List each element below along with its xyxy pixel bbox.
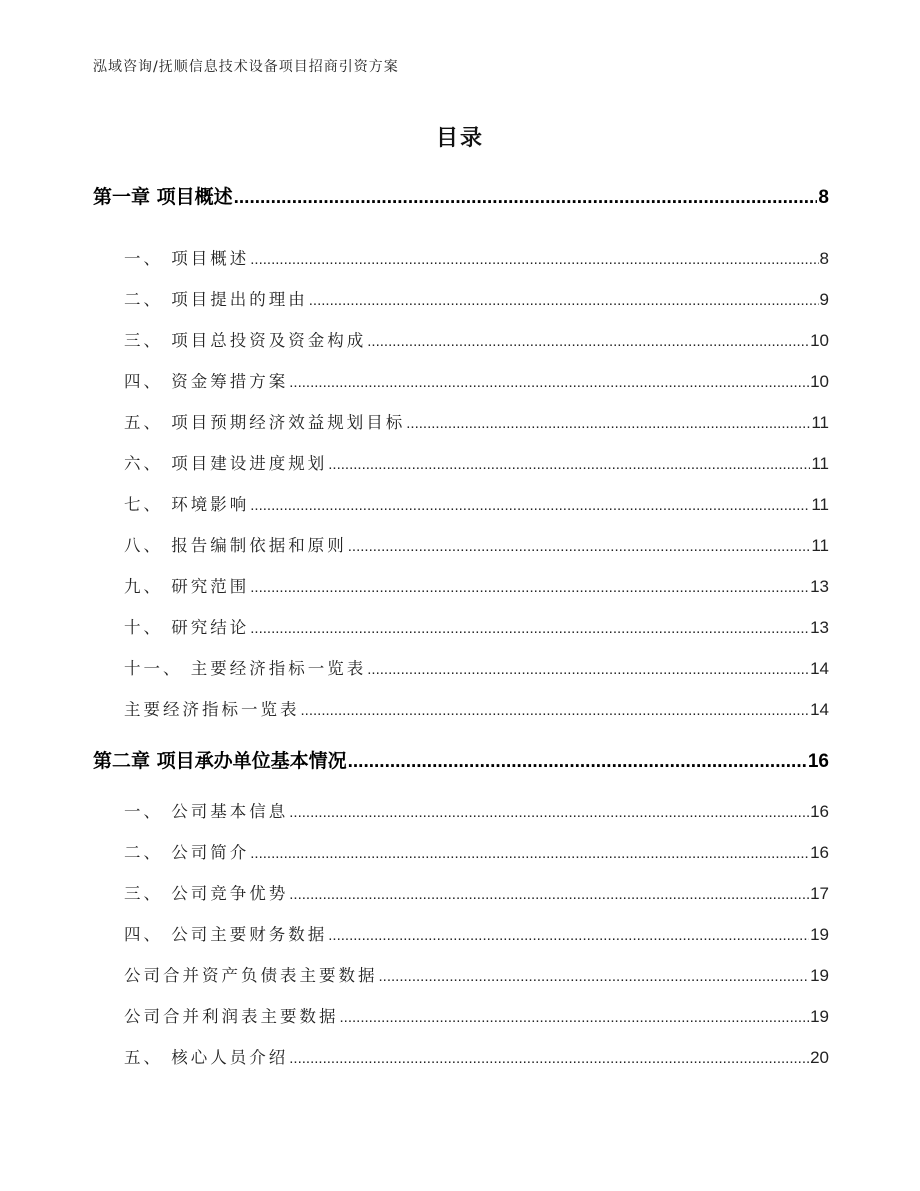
dot-leader [328,456,810,473]
toc-section-entry[interactable] [124,1044,829,1068]
toc-section-entry[interactable] [124,696,829,720]
toc-section-entry[interactable] [124,1003,829,1027]
toc-entry-label: 七、 环境影响 [124,495,250,514]
toc-entry-label: 六、 项目建设进度规划 [124,454,328,473]
dot-leader [250,579,809,596]
toc-section-entry[interactable] [124,880,829,904]
toc-section-entry[interactable] [124,962,829,986]
toc-entry-label: 十一、 主要经济指标一览表 [124,659,367,678]
toc-entry-label: 四、 资金筹措方案 [124,372,289,391]
toc-entry-label: 三、 项目总投资及资金构成 [124,331,367,350]
toc-entry-label: 九、 研究范围 [124,577,250,596]
toc-entry-page-number: 14 [810,659,829,678]
toc-entry-page-number: 10 [810,331,829,350]
dot-leader [348,538,811,555]
toc-entry-page-number: 16 [810,843,829,862]
toc-entry-label: 五、 核心人员介绍 [124,1048,289,1067]
toc-section-entry[interactable] [124,839,829,863]
toc-entry-label: 第一章 项目概述 [93,186,233,208]
dot-leader [301,702,810,719]
toc-entry-page-number: 20 [810,1048,829,1067]
toc-entry-page-number: 11 [811,536,829,555]
dot-leader [367,661,809,678]
toc-entry-page-number: 13 [810,577,829,596]
dot-leader [340,1009,810,1026]
dot-leader [328,927,809,944]
toc-section-entry[interactable] [124,798,829,822]
dot-leader [289,804,809,821]
toc-section-entry[interactable] [124,245,829,269]
toc-entry-page-number: 11 [811,495,829,514]
toc-entry-label: 十、 研究结论 [124,618,250,637]
toc-section-entry[interactable] [124,532,829,556]
dot-leader [348,751,807,773]
toc-section-entry[interactable] [124,491,829,515]
toc-section-entry[interactable] [124,368,829,392]
toc-entry-page-number: 14 [810,700,829,719]
toc-entry-page-number: 13 [810,618,829,637]
toc-entry-label: 公司合并利润表主要数据 [124,1007,339,1026]
toc-entry-page-number: 19 [810,1007,829,1026]
dot-leader [289,374,809,391]
dot-leader [406,415,810,432]
toc-entry-label: 八、 报告编制依据和原则 [124,536,347,555]
toc-entry-page-number: 10 [810,372,829,391]
toc-section-entry[interactable] [124,450,829,474]
dot-leader [250,845,809,862]
toc-entry-label: 一、 公司基本信息 [124,802,289,821]
toc-entry-page-number: 8 [819,249,829,268]
dot-leader [289,886,809,903]
toc-entry-page-number: 19 [810,966,829,985]
toc-chapter-entry[interactable] [93,746,829,773]
dot-leader [250,620,809,637]
dot-leader [379,968,810,985]
toc-section-entry[interactable] [124,614,829,638]
dot-leader [234,187,818,209]
toc-entry-label: 一、 项目概述 [124,249,250,268]
toc-entry-label: 二、 项目提出的理由 [124,290,308,309]
toc-section-entry[interactable] [124,286,829,310]
toc-entry-page-number: 16 [810,802,829,821]
dot-leader [309,292,819,309]
toc-entry-label: 五、 项目预期经济效益规划目标 [124,413,406,432]
toc-entry-page-number: 11 [811,413,829,432]
toc-section-entry[interactable] [124,327,829,351]
toc-chapter-entry[interactable] [93,182,829,209]
toc-title: 目录 [435,126,484,151]
toc-entry-label: 三、 公司竞争优势 [124,884,289,903]
toc-section-entry[interactable] [124,655,829,679]
toc-entry-page-number: 16 [807,751,829,772]
toc-section-entry[interactable] [124,921,829,945]
toc-entry-page-number: 9 [819,290,829,309]
toc-entry-page-number: 11 [811,454,829,473]
toc-entry-page-number: 19 [810,925,829,944]
dot-leader [250,497,810,514]
toc-entry-page-number: 17 [810,884,829,903]
toc-section-entry[interactable] [124,573,829,597]
toc-entry-label: 二、 公司简介 [124,843,250,862]
toc-section-entry[interactable] [124,409,829,433]
dot-leader [367,333,809,350]
toc-entry-label: 主要经济指标一览表 [124,700,300,719]
toc-entry-label: 第二章 项目承办单位基本情况 [93,750,347,772]
dot-leader [289,1050,809,1067]
toc-entry-label: 公司合并资产负债表主要数据 [124,966,378,985]
running-header: 泓域咨询/抚顺信息技术设备项目招商引资方案 [93,59,399,75]
toc-entry-page-number: 8 [818,187,829,208]
toc-entry-label: 四、 公司主要财务数据 [124,925,328,944]
dot-leader [250,251,818,268]
